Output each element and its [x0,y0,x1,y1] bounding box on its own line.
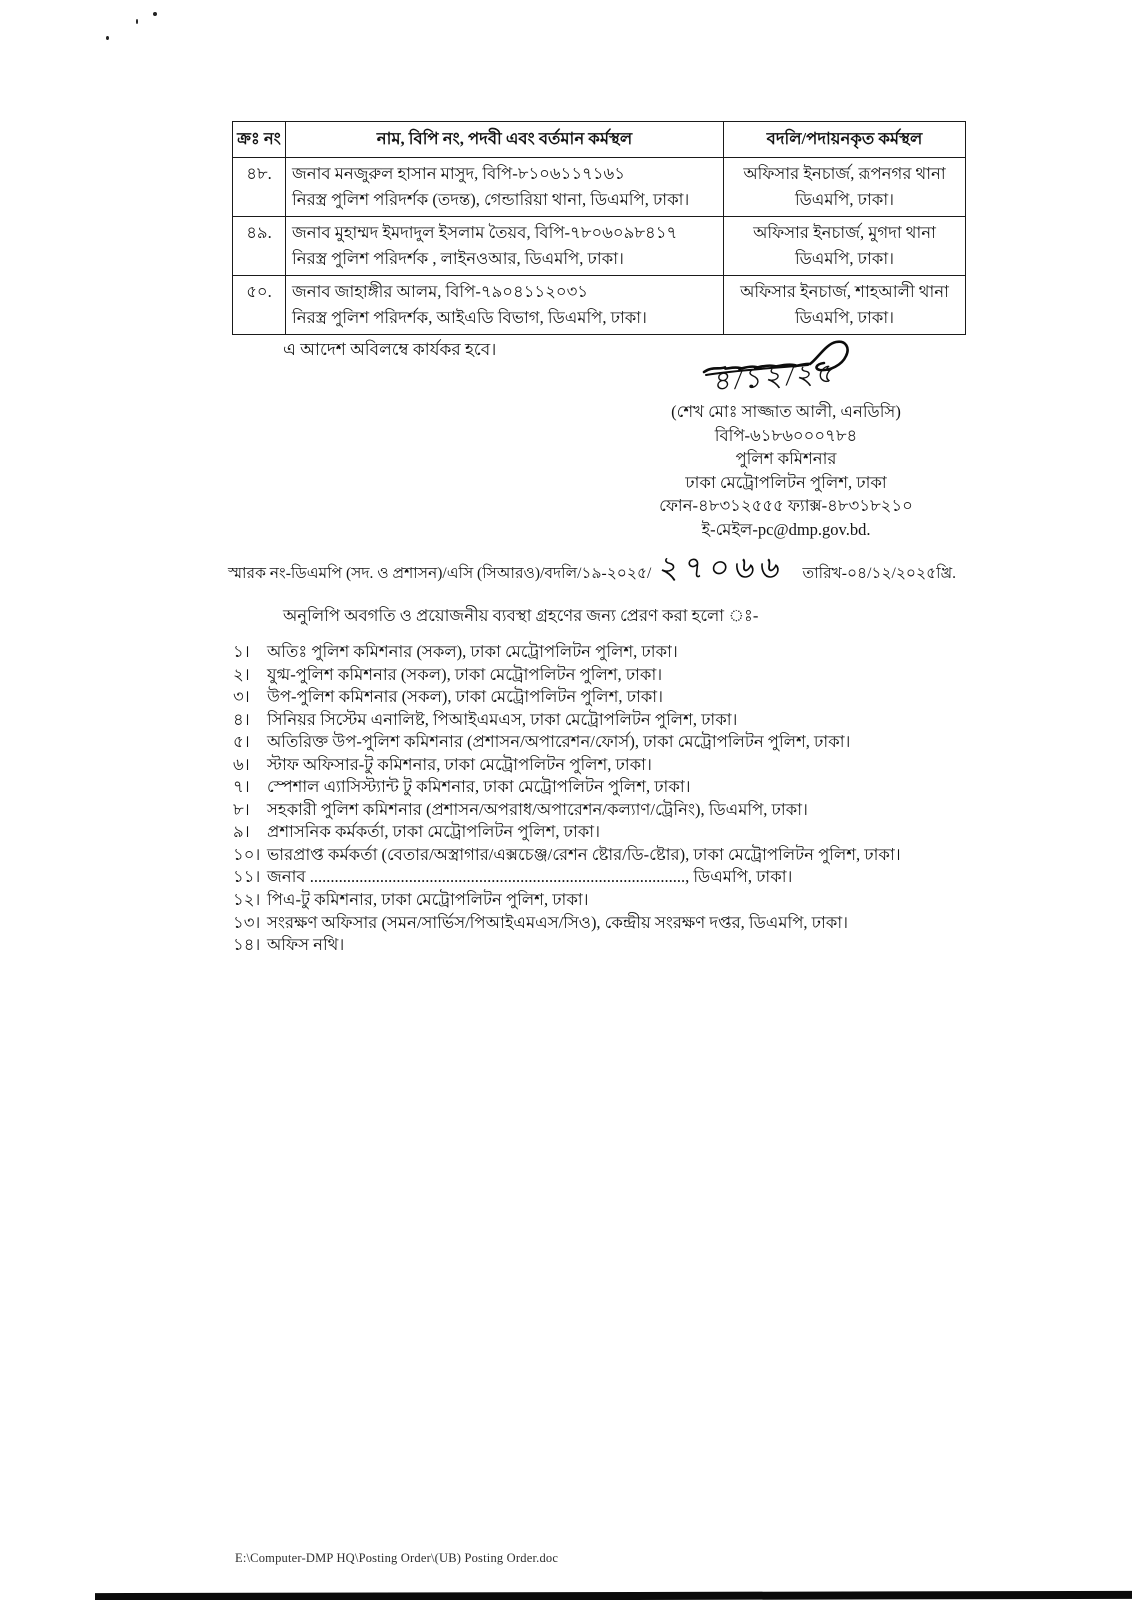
serial-cell: ৪৯. [233,217,286,276]
officer-position-line: নিরস্ত্র পুলিশ পরিদর্শক, আইএডি বিভাগ, ডিএমপি, ঢাকা। [292,308,647,327]
signatory-email: ই-মেইল-pc@dmp.gov.bd. [701,519,871,539]
table-header-row [233,122,966,158]
list-item [233,641,953,664]
posting-line: অফিসার ইনচার্জ, শাহআলী থানা [740,282,949,301]
distribution-heading: অনুলিপি অবগতি ও প্রয়োজনীয় ব্যবস্থা গ্রহণের জন্য প্রেরণ করা হলো ঃ- [283,606,759,625]
list-item-text: অতিরিক্ত উপ-পুলিশ কমিশনার (প্রশাসন/অপারেশন/ফোর্স), ঢাকা মেট্রোপলিটন পুলিশ, ঢাকা। [267,732,851,752]
posting-line: ডিএমপি, ঢাকা। [794,190,895,209]
signatory-bp-number: বিপি-৬১৮৬০০০৭৮৪ [714,425,858,445]
scan-speck [153,12,157,16]
memo-handwritten-number: ২৭০৬৬ [657,550,788,585]
signatory-name: (শেখ মোঃ সাজ্জাত আলী, এনডিসি) [671,402,901,421]
posting-line: অফিসার ইনচার্জ, মুগদা থানা [753,223,936,242]
memo-reference: স্মারক নং-ডিএমপি (সদ. ও প্রশাসন)/এসি (সিআরও)/বদলি/১৯-২০২৫/ [228,565,652,582]
list-item-number: ১। [233,642,250,661]
list-item [233,754,953,777]
signatory-organization: ঢাকা মেট্রোপলিটন পুলিশ, ঢাকা [685,472,887,492]
scan-bottom-bar [95,1591,1132,1600]
list-item-number: ৪। [233,709,250,729]
posting-cell [724,158,966,217]
list-item-number: ৯। [233,822,250,842]
list-item-text: অতিঃ পুলিশ কমিশনার (সকল), ঢাকা মেট্রোপলিটন পুলিশ, ঢাকা। [267,642,678,661]
table-header-name: নাম, বিপি নং, পদবী এবং বর্তমান কর্মস্থল [286,122,724,158]
order-effective-note: এ আদেশ অবিলম্বে কার্যকর হবে। [283,340,497,359]
list-item-number: ১৩। [233,912,261,932]
list-item-number: ৫। [233,732,250,752]
list-item [233,709,953,732]
list-item-text: স্টাফ অফিসার-টু কমিশনার, ঢাকা মেট্রোপলিটন পুলিশ, ঢাকা। [267,754,652,774]
name-cell [286,276,724,335]
officer-name-line: জনাব মনজুরুল হাসান মাসুদ, বিপি-৮১০৬১১৭১৬১ [292,164,625,183]
posting-cell [724,276,966,335]
list-item [233,664,953,687]
list-item [233,912,953,935]
officer-position-line: নিরস্ত্র পুলিশ পরিদর্শক (তদন্ত), গেন্ডারিয়া থানা, ডিএমপি, ঢাকা। [292,190,690,209]
list-item [233,776,953,799]
posting-line: ডিএমপি, ঢাকা। [794,249,895,268]
scan-speck [106,36,109,40]
list-item [233,844,953,867]
list-item-number: ৬। [233,754,250,774]
list-item-number: ৮। [233,799,250,819]
table-header-posting: বদলি/পদায়নকৃত কর্মস্থল [724,122,966,158]
list-item [233,889,953,912]
list-item [233,731,953,754]
signature-scribble [618,338,954,400]
list-item [233,686,953,709]
list-item-number: ১২। [233,890,261,910]
list-item-text: অফিস নথি। [267,935,345,955]
signature-handwritten-date: ৪/১২/২৫ [713,357,839,397]
list-item [233,866,953,889]
name-cell [286,158,724,217]
list-item-text: সহকারী পুলিশ কমিশনার (প্রশাসন/অপরাধ/অপারেশন/কল্যাণ/ট্রেনিং), ডিএমপি, ঢাকা। [267,799,808,819]
officer-name-line: জনাব জাহাঙ্গীর আলম, বিপি-৭৯০৪১১২০৩১ [292,282,589,301]
distribution-list [233,641,953,957]
list-item-number: ৩। [233,687,250,707]
scan-speck [136,19,138,24]
signatory-designation: পুলিশ কমিশনার [735,449,837,468]
list-item [233,799,953,822]
list-item-text: উপ-পুলিশ কমিশনার (সকল), ঢাকা মেট্রোপলিটন পুলিশ, ঢাকা। [267,687,663,707]
serial-cell: ৫০. [233,276,286,335]
list-item-text: জনাব ..........................................................................................., ডিএমপি, ঢাকা। [267,867,793,887]
list-item-number: ২। [233,664,250,684]
list-item-text: পিএ-টু কমিশনার, ঢাকা মেট্রোপলিটন পুলিশ, ঢাকা। [267,890,589,910]
officer-name-line: জনাব মুহাম্মদ ইমদাদুল ইসলাম তৈয়ব, বিপি-৭৮০৬০৯৮৪১৭ [292,223,678,242]
list-item-number: ১৪। [233,935,261,955]
list-item-text: প্রশাসনিক কর্মকর্তা, ঢাকা মেট্রোপলিটন পুলিশ, ঢাকা। [267,822,600,842]
table-row [233,217,966,276]
list-item-number: ৭। [233,777,250,797]
posting-cell [724,217,966,276]
officer-position-line: নিরস্ত্র পুলিশ পরিদর্শক , লাইনওআর, ডিএমপি, ঢাকা। [292,249,624,268]
name-cell [286,217,724,276]
posting-line: ডিএমপি, ঢাকা। [794,308,895,327]
table-header-serial: ক্রঃ নং [233,122,286,158]
list-item-text: যুগ্ম-পুলিশ কমিশনার (সকল), ঢাকা মেট্রোপলিটন পুলিশ, ঢাকা। [267,664,663,684]
memo-line [228,544,956,596]
list-item-text: ভারপ্রাপ্ত কর্মকর্তা (বেতার/অস্ত্রাগার/এক্সচেঞ্জ/রেশন ষ্টোর/ডি-ষ্টোর), ঢাকা মেট্রোপলিটন পুলিশ, ঢাকা। [267,844,901,864]
list-item [233,821,953,844]
transfer-posting-table [232,121,966,335]
list-item-number: ১১। [233,867,261,887]
signature-block [618,338,954,541]
signatory-phone-fax: ফোন-৪৮৩১২৫৫৫ ফ্যাক্স-৪৮৩১৮২১০ [659,496,913,515]
list-item-text: সিনিয়র সিস্টেম এনালিষ্ট, পিআইএমএস, ঢাকা মেট্রোপলিটন পুলিশ, ঢাকা। [267,709,738,729]
table-row [233,158,966,217]
posting-line: অফিসার ইনচার্জ, রূপনগর থানা [743,164,946,183]
list-item-text: স্পেশাল এ্যাসিস্ট্যান্ট টু কমিশনার, ঢাকা মেট্রোপলিটন পুলিশ, ঢাকা। [267,777,691,797]
serial-cell: ৪৮. [233,158,286,217]
list-item-text: সংরক্ষণ অফিসার (সমন/সার্ভিস/পিআইএমএস/সিও), কেন্দ্রীয় সংরক্ষণ দপ্তর, ডিএমপি, ঢাকা। [267,912,849,932]
table-row [233,276,966,335]
memo-date: তারিখ-০৪/১২/২০২৫খ্রি. [802,565,956,582]
footer-file-path: E:\Computer-DMP HQ\Posting Order\(UB) Posting Order.doc [235,1551,559,1565]
list-item [233,934,953,957]
list-item-number: ১০। [233,844,261,864]
